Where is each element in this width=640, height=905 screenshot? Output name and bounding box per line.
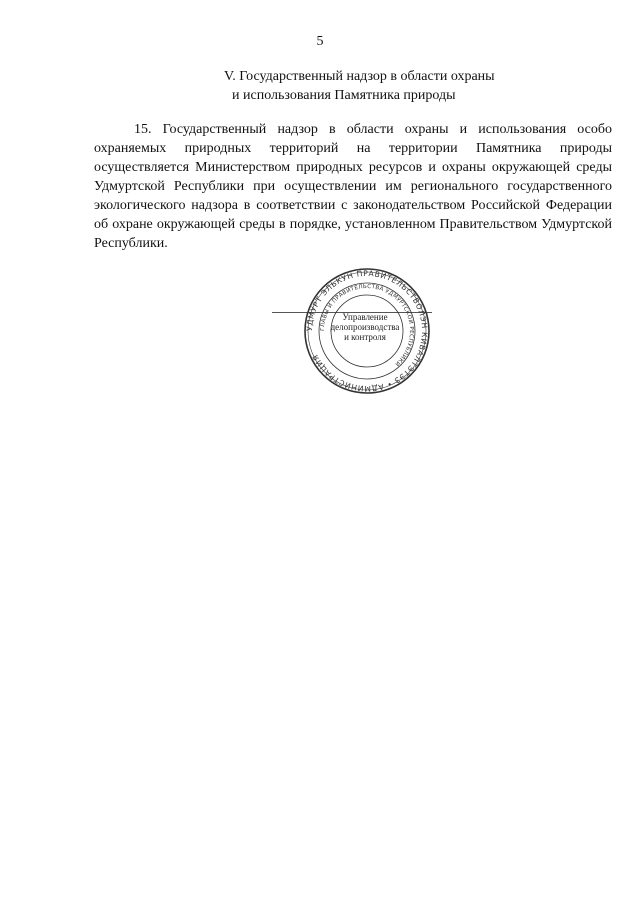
seal-inner-ring-text: ГЛАВЫ И ПРАВИТЕЛЬСТВА УДМУРТСКОЙ РЕСПУБЛИКИ [319,283,415,367]
seal-center-line-1: Управление [342,312,388,322]
page-number: 5 [316,34,324,49]
section-heading-line-1: V. Государственный надзор в области охраны [224,69,495,84]
signature-stamp-area [262,268,442,398]
seal-center-line-2: делопроизводства [330,322,400,332]
seal-center-line-3: и контроля [344,332,386,342]
seal-outer-ring-text: УДМУРТ ЭЛЬКУН ПРАВИТЕЛЬСТВОЛЭН КИВАЛТЭТЭЗ • АДМИНИСТРАЦИЯ [304,268,430,394]
paragraph-15: 15. Государственный надзор в области охраны и использования особо охраняемых природных территорий на территории Памятника природы осуществляется Министерством природных ресурсов и охраны окружающей среды Удмуртской Республики при осуществлении им регионального государственного экологического надзора в соответствии с законодательством Российской Федерации об охране окружающей среды в порядке, установленном Правительством Удмуртской Республики. [94,122,612,251]
seal-center-text [322,312,408,342]
section-heading [212,67,552,105]
section-heading-line-2: и использования Памятника природы [232,88,456,103]
